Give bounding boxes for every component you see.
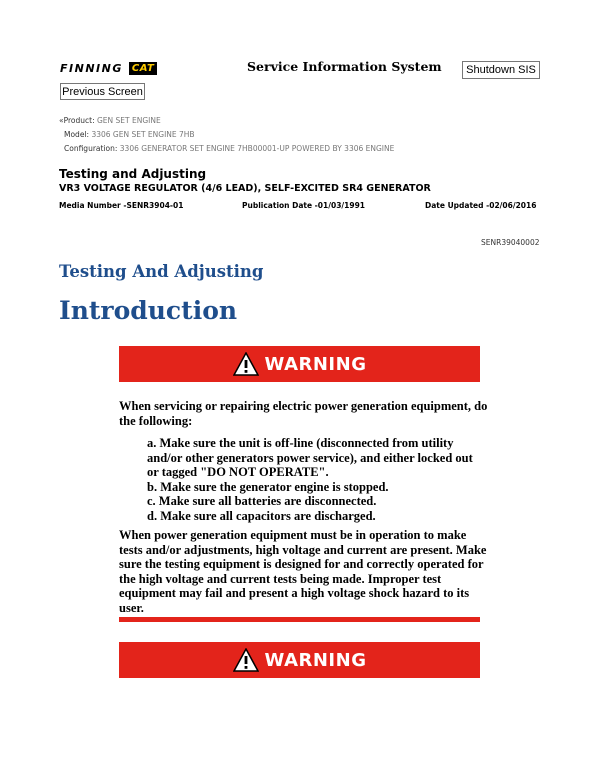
media-number: Media Number -SENR3904-01 (59, 201, 184, 210)
logo-finning-text: FINNING (60, 61, 123, 75)
shutdown-sis-button[interactable]: Shutdown SIS (462, 61, 540, 79)
list-item: d. Make sure all capacitors are discharged. (147, 508, 376, 523)
warning-banner (119, 642, 480, 678)
warning-triangle-icon (233, 352, 259, 376)
list-item: c. Make sure all batteries are disconnected. (147, 494, 377, 508)
model-label: Model: (64, 130, 90, 139)
model-value: 3306 GEN SET ENGINE 7HB (91, 130, 195, 139)
date-updated: Date Updated -02/06/2016 (425, 201, 537, 210)
document-id: SENR39040002 (481, 238, 540, 247)
section-title: Testing And Adjusting (59, 262, 264, 281)
paragraph-servicing: When servicing or repairing electric power generation equipment, do the following: (119, 399, 488, 428)
document-heading: Testing and Adjusting (59, 167, 207, 181)
document-subtitle: VR3 VOLTAGE REGULATOR (4/6 LEAD), SELF-EXCITED SR4 GENERATOR (59, 183, 431, 194)
meta-configuration (64, 144, 394, 153)
meta-product (59, 116, 161, 125)
warning-label: WARNING (264, 353, 367, 375)
warning-triangle-icon (233, 648, 259, 672)
list-item: b. Make sure the generator engine is stopped. (147, 479, 389, 494)
safety-checklist (147, 436, 487, 523)
logo-cat-text: CAT (129, 62, 157, 75)
intro-title: Introduction (59, 296, 238, 325)
previous-screen-button[interactable]: Previous Screen (60, 83, 145, 100)
paragraph-high-voltage: When power generation equipment must be in operation to make tests and/or adjustments, high voltage and current are present. Make sure the testing equipment is designed for and correctly operated for the high voltage and current tests being made. Improper test equipment may fail and present a high voltage shock hazard to its user. (119, 528, 487, 615)
product-label[interactable]: «Product: (59, 116, 95, 125)
publication-date: Publication Date -01/03/1991 (242, 201, 366, 210)
product-value: GEN SET ENGINE (96, 116, 161, 125)
finning-cat-logo (60, 58, 156, 78)
warning-divider (119, 617, 480, 622)
system-title: Service Information System (247, 59, 442, 74)
meta-model (64, 130, 195, 139)
warning-label: WARNING (264, 649, 367, 671)
warning-banner (119, 346, 480, 382)
config-value: 3306 GENERATOR SET ENGINE 7HB00001-UP POWERED BY 3306 ENGINE (119, 144, 395, 153)
list-item: a. Make sure the unit is off-line (disconnected from utility and/or other generators power service), and either locked out or tagged "DO NOT OPERATE". (147, 436, 473, 479)
config-label: Configuration: (64, 144, 118, 153)
